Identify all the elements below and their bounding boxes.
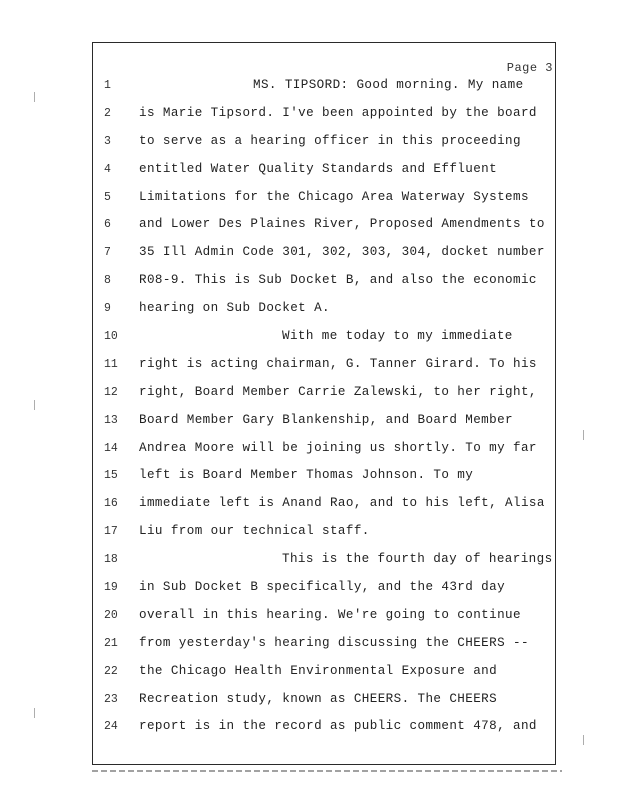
line-number: 2 xyxy=(104,106,111,120)
line-number: 24 xyxy=(104,720,118,734)
transcript-line xyxy=(92,439,562,467)
line-number: 15 xyxy=(104,469,118,483)
line-text: immediate left is Anand Rao, and to his left, Alisa xyxy=(139,496,545,511)
footer-rule xyxy=(92,770,562,772)
line-text: Andrea Moore will be joining us shortly. To my far xyxy=(139,440,537,455)
line-number: 20 xyxy=(104,608,118,622)
line-text: left is Board Member Thomas Johnson. To my xyxy=(139,468,474,483)
line-number: 5 xyxy=(104,190,111,204)
line-text: is Marie Tipsord. I've been appointed by the board xyxy=(139,105,537,120)
transcript-line xyxy=(92,76,562,104)
transcript-line xyxy=(92,662,562,690)
transcript-line xyxy=(92,550,562,578)
line-number: 3 xyxy=(104,134,111,148)
transcript-line xyxy=(92,522,562,550)
line-number: 17 xyxy=(104,525,118,539)
line-text: right, Board Member Carrie Zalewski, to her right, xyxy=(139,384,537,399)
transcript-line xyxy=(92,717,562,745)
line-text: This is the fourth day of hearings xyxy=(282,552,553,567)
line-text: hearing on Sub Docket A. xyxy=(139,301,330,316)
transcript-line xyxy=(92,188,562,216)
transcript-line xyxy=(92,578,562,606)
line-number: 10 xyxy=(104,330,118,344)
line-text: R08-9. This is Sub Docket B, and also the economic xyxy=(139,273,537,288)
line-text: Limitations for the Chicago Area Waterway Systems xyxy=(139,189,529,204)
transcript-line xyxy=(92,160,562,188)
line-number: 21 xyxy=(104,636,118,650)
line-number: 18 xyxy=(104,553,118,567)
line-number: 4 xyxy=(104,162,111,176)
line-text: Board Member Gary Blankenship, and Board Member xyxy=(139,412,514,427)
line-number: 6 xyxy=(104,218,111,232)
line-number: 14 xyxy=(104,441,118,455)
line-text: right is acting chairman, G. Tanner Girard. To his xyxy=(139,356,537,371)
line-number: 7 xyxy=(104,246,111,260)
line-number: 19 xyxy=(104,581,118,595)
transcript-line xyxy=(92,271,562,299)
line-text: report is in the record as public comment 478, and xyxy=(139,719,537,734)
line-text: the Chicago Health Environmental Exposure and xyxy=(139,663,498,678)
line-text: MS. TIPSORD: Good morning. My name xyxy=(253,78,524,92)
transcript-line xyxy=(92,215,562,243)
transcript-lines xyxy=(92,76,562,745)
left-margin-mark-bottom xyxy=(34,708,35,718)
right-margin-mark-top xyxy=(583,430,584,440)
line-text: overall in this hearing. We're going to continue xyxy=(139,607,521,622)
transcript-line xyxy=(92,383,562,411)
left-margin-mark-top xyxy=(34,92,35,102)
transcript-line xyxy=(92,355,562,383)
page-number: Page 3 xyxy=(506,61,553,75)
transcript-line xyxy=(92,132,562,160)
transcript-line xyxy=(92,411,562,439)
line-number: 11 xyxy=(104,357,118,371)
line-text: entitled Water Quality Standards and Effluent xyxy=(139,161,498,176)
transcript-line xyxy=(92,494,562,522)
line-text: Recreation study, known as CHEERS. The CHEERS xyxy=(139,691,498,706)
transcript-line xyxy=(92,104,562,132)
right-margin-mark-bottom xyxy=(583,735,584,745)
transcript-line xyxy=(92,466,562,494)
line-text: from yesterday's hearing discussing the CHEERS -- xyxy=(139,635,529,650)
transcript-line xyxy=(92,243,562,271)
left-margin-mark-middle xyxy=(34,400,35,410)
line-number: 1 xyxy=(104,79,111,92)
line-text: to serve as a hearing officer in this proceeding xyxy=(139,133,521,148)
transcript-line xyxy=(92,299,562,327)
line-number: 8 xyxy=(104,274,111,288)
line-number: 13 xyxy=(104,413,118,427)
line-text: With me today to my immediate xyxy=(282,329,513,344)
line-number: 16 xyxy=(104,497,118,511)
line-number: 12 xyxy=(104,385,118,399)
line-number: 9 xyxy=(104,302,111,316)
line-number: 23 xyxy=(104,692,118,706)
line-text: in Sub Docket B specifically, and the 43rd day xyxy=(139,580,506,595)
transcript-line xyxy=(92,634,562,662)
line-text: Liu from our technical staff. xyxy=(139,524,370,539)
transcript-line xyxy=(92,327,562,355)
transcript-line xyxy=(92,606,562,634)
line-text: and Lower Des Plaines River, Proposed Amendments to xyxy=(139,217,545,232)
line-text: 35 Ill Admin Code 301, 302, 303, 304, docket number xyxy=(139,245,545,260)
transcript-line xyxy=(92,690,562,718)
line-number: 22 xyxy=(104,664,118,678)
